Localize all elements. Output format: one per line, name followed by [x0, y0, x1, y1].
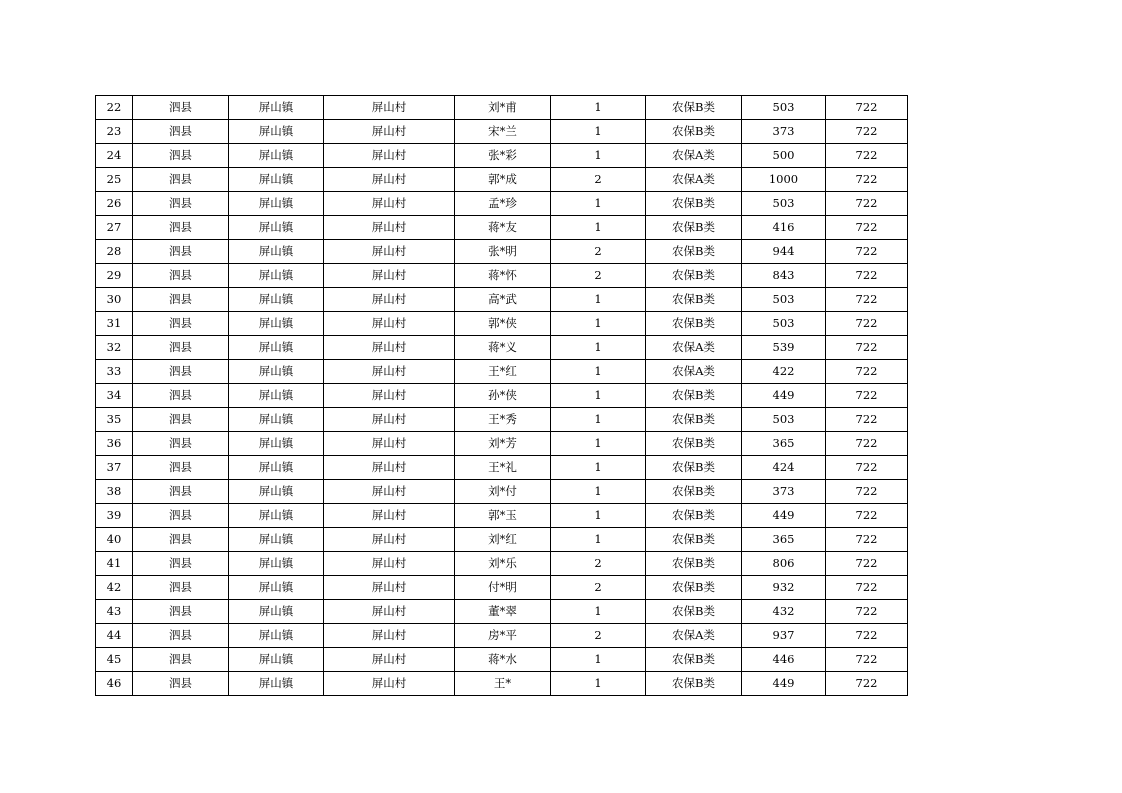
town-cell: 屏山镇 [229, 384, 324, 408]
insurance-type-cell: 农保B类 [646, 576, 742, 600]
name-cell: 蒋*友 [455, 216, 551, 240]
row-number-cell: 46 [96, 672, 133, 696]
household-count-cell: 1 [551, 504, 646, 528]
county-cell: 泗县 [133, 144, 229, 168]
standard-cell: 722 [826, 144, 908, 168]
household-count-cell: 1 [551, 648, 646, 672]
village-cell: 屏山村 [324, 144, 455, 168]
name-cell: 张*彩 [455, 144, 551, 168]
county-cell: 泗县 [133, 360, 229, 384]
town-cell: 屏山镇 [229, 216, 324, 240]
name-cell: 王*秀 [455, 408, 551, 432]
table-row [96, 408, 908, 432]
insurance-type-cell: 农保B类 [646, 240, 742, 264]
table-row [96, 672, 908, 696]
county-cell: 泗县 [133, 576, 229, 600]
county-cell: 泗县 [133, 408, 229, 432]
standard-cell: 722 [826, 312, 908, 336]
town-cell: 屏山镇 [229, 504, 324, 528]
name-cell: 蒋*怀 [455, 264, 551, 288]
name-cell: 蒋*水 [455, 648, 551, 672]
town-cell: 屏山镇 [229, 312, 324, 336]
household-count-cell: 2 [551, 240, 646, 264]
name-cell: 刘*甫 [455, 96, 551, 120]
insurance-type-cell: 农保B类 [646, 96, 742, 120]
standard-cell: 722 [826, 528, 908, 552]
household-count-cell: 2 [551, 552, 646, 576]
table-row [96, 264, 908, 288]
row-number-cell: 37 [96, 456, 133, 480]
row-number-cell: 41 [96, 552, 133, 576]
amount-cell: 503 [742, 288, 826, 312]
amount-cell: 503 [742, 312, 826, 336]
town-cell: 屏山镇 [229, 528, 324, 552]
household-count-cell: 1 [551, 360, 646, 384]
town-cell: 屏山镇 [229, 192, 324, 216]
row-number-cell: 44 [96, 624, 133, 648]
roster-table [95, 95, 908, 696]
amount-cell: 937 [742, 624, 826, 648]
county-cell: 泗县 [133, 288, 229, 312]
county-cell: 泗县 [133, 432, 229, 456]
village-cell: 屏山村 [324, 528, 455, 552]
row-number-cell: 34 [96, 384, 133, 408]
table-row [96, 240, 908, 264]
household-count-cell: 1 [551, 120, 646, 144]
standard-cell: 722 [826, 456, 908, 480]
amount-cell: 843 [742, 264, 826, 288]
table-row [96, 480, 908, 504]
insurance-type-cell: 农保B类 [646, 192, 742, 216]
row-number-cell: 30 [96, 288, 133, 312]
table-row [96, 456, 908, 480]
standard-cell: 722 [826, 672, 908, 696]
name-cell: 孟*珍 [455, 192, 551, 216]
standard-cell: 722 [826, 480, 908, 504]
village-cell: 屏山村 [324, 504, 455, 528]
table-row [96, 96, 908, 120]
county-cell: 泗县 [133, 240, 229, 264]
county-cell: 泗县 [133, 192, 229, 216]
row-number-cell: 45 [96, 648, 133, 672]
standard-cell: 722 [826, 192, 908, 216]
village-cell: 屏山村 [324, 216, 455, 240]
household-count-cell: 1 [551, 456, 646, 480]
name-cell: 王* [455, 672, 551, 696]
amount-cell: 446 [742, 648, 826, 672]
village-cell: 屏山村 [324, 192, 455, 216]
household-count-cell: 1 [551, 432, 646, 456]
county-cell: 泗县 [133, 624, 229, 648]
row-number-cell: 23 [96, 120, 133, 144]
county-cell: 泗县 [133, 648, 229, 672]
standard-cell: 722 [826, 336, 908, 360]
household-count-cell: 2 [551, 264, 646, 288]
insurance-type-cell: 农保A类 [646, 360, 742, 384]
village-cell: 屏山村 [324, 312, 455, 336]
standard-cell: 722 [826, 288, 908, 312]
name-cell: 宋*兰 [455, 120, 551, 144]
town-cell: 屏山镇 [229, 552, 324, 576]
row-number-cell: 26 [96, 192, 133, 216]
village-cell: 屏山村 [324, 600, 455, 624]
village-cell: 屏山村 [324, 432, 455, 456]
insurance-type-cell: 农保A类 [646, 624, 742, 648]
row-number-cell: 24 [96, 144, 133, 168]
village-cell: 屏山村 [324, 168, 455, 192]
row-number-cell: 31 [96, 312, 133, 336]
standard-cell: 722 [826, 216, 908, 240]
county-cell: 泗县 [133, 504, 229, 528]
table-row [96, 288, 908, 312]
row-number-cell: 25 [96, 168, 133, 192]
standard-cell: 722 [826, 552, 908, 576]
insurance-type-cell: 农保A类 [646, 144, 742, 168]
household-count-cell: 1 [551, 96, 646, 120]
standard-cell: 722 [826, 624, 908, 648]
household-count-cell: 1 [551, 216, 646, 240]
amount-cell: 365 [742, 432, 826, 456]
amount-cell: 503 [742, 408, 826, 432]
table-row [96, 600, 908, 624]
amount-cell: 1000 [742, 168, 826, 192]
household-count-cell: 1 [551, 144, 646, 168]
name-cell: 孙*侠 [455, 384, 551, 408]
amount-cell: 449 [742, 384, 826, 408]
name-cell: 刘*乐 [455, 552, 551, 576]
table-row [96, 168, 908, 192]
table-row [96, 624, 908, 648]
town-cell: 屏山镇 [229, 624, 324, 648]
name-cell: 房*平 [455, 624, 551, 648]
town-cell: 屏山镇 [229, 264, 324, 288]
standard-cell: 722 [826, 408, 908, 432]
village-cell: 屏山村 [324, 96, 455, 120]
household-count-cell: 1 [551, 528, 646, 552]
household-count-cell: 1 [551, 600, 646, 624]
standard-cell: 722 [826, 264, 908, 288]
insurance-type-cell: 农保B类 [646, 528, 742, 552]
household-count-cell: 1 [551, 384, 646, 408]
row-number-cell: 33 [96, 360, 133, 384]
county-cell: 泗县 [133, 120, 229, 144]
county-cell: 泗县 [133, 312, 229, 336]
village-cell: 屏山村 [324, 552, 455, 576]
town-cell: 屏山镇 [229, 96, 324, 120]
insurance-type-cell: 农保A类 [646, 168, 742, 192]
table-row [96, 552, 908, 576]
row-number-cell: 27 [96, 216, 133, 240]
row-number-cell: 42 [96, 576, 133, 600]
row-number-cell: 28 [96, 240, 133, 264]
household-count-cell: 1 [551, 408, 646, 432]
village-cell: 屏山村 [324, 624, 455, 648]
table-row [96, 648, 908, 672]
town-cell: 屏山镇 [229, 168, 324, 192]
county-cell: 泗县 [133, 456, 229, 480]
row-number-cell: 36 [96, 432, 133, 456]
table-row [96, 504, 908, 528]
village-cell: 屏山村 [324, 336, 455, 360]
insurance-type-cell: 农保B类 [646, 552, 742, 576]
row-number-cell: 22 [96, 96, 133, 120]
county-cell: 泗县 [133, 264, 229, 288]
amount-cell: 932 [742, 576, 826, 600]
village-cell: 屏山村 [324, 264, 455, 288]
household-count-cell: 1 [551, 312, 646, 336]
town-cell: 屏山镇 [229, 144, 324, 168]
insurance-type-cell: 农保B类 [646, 216, 742, 240]
row-number-cell: 40 [96, 528, 133, 552]
row-number-cell: 43 [96, 600, 133, 624]
name-cell: 刘*芳 [455, 432, 551, 456]
town-cell: 屏山镇 [229, 480, 324, 504]
household-count-cell: 1 [551, 336, 646, 360]
standard-cell: 722 [826, 576, 908, 600]
household-count-cell: 2 [551, 624, 646, 648]
name-cell: 王*礼 [455, 456, 551, 480]
village-cell: 屏山村 [324, 288, 455, 312]
row-number-cell: 32 [96, 336, 133, 360]
village-cell: 屏山村 [324, 576, 455, 600]
table-row [96, 312, 908, 336]
county-cell: 泗县 [133, 168, 229, 192]
amount-cell: 422 [742, 360, 826, 384]
insurance-type-cell: 农保A类 [646, 336, 742, 360]
amount-cell: 449 [742, 672, 826, 696]
county-cell: 泗县 [133, 336, 229, 360]
insurance-type-cell: 农保B类 [646, 504, 742, 528]
amount-cell: 503 [742, 192, 826, 216]
table-row [96, 336, 908, 360]
insurance-type-cell: 农保B类 [646, 120, 742, 144]
village-cell: 屏山村 [324, 648, 455, 672]
insurance-type-cell: 农保B类 [646, 456, 742, 480]
name-cell: 高*武 [455, 288, 551, 312]
town-cell: 屏山镇 [229, 432, 324, 456]
town-cell: 屏山镇 [229, 120, 324, 144]
county-cell: 泗县 [133, 672, 229, 696]
insurance-type-cell: 农保B类 [646, 432, 742, 456]
standard-cell: 722 [826, 240, 908, 264]
village-cell: 屏山村 [324, 360, 455, 384]
amount-cell: 373 [742, 480, 826, 504]
village-cell: 屏山村 [324, 672, 455, 696]
name-cell: 刘*红 [455, 528, 551, 552]
table-row [96, 144, 908, 168]
insurance-type-cell: 农保B类 [646, 648, 742, 672]
standard-cell: 722 [826, 168, 908, 192]
amount-cell: 539 [742, 336, 826, 360]
county-cell: 泗县 [133, 528, 229, 552]
amount-cell: 806 [742, 552, 826, 576]
row-number-cell: 39 [96, 504, 133, 528]
county-cell: 泗县 [133, 552, 229, 576]
name-cell: 付*明 [455, 576, 551, 600]
town-cell: 屏山镇 [229, 576, 324, 600]
county-cell: 泗县 [133, 480, 229, 504]
amount-cell: 500 [742, 144, 826, 168]
town-cell: 屏山镇 [229, 240, 324, 264]
standard-cell: 722 [826, 96, 908, 120]
village-cell: 屏山村 [324, 408, 455, 432]
amount-cell: 424 [742, 456, 826, 480]
standard-cell: 722 [826, 432, 908, 456]
household-count-cell: 2 [551, 576, 646, 600]
standard-cell: 722 [826, 648, 908, 672]
standard-cell: 722 [826, 120, 908, 144]
amount-cell: 449 [742, 504, 826, 528]
table-row [96, 120, 908, 144]
county-cell: 泗县 [133, 600, 229, 624]
row-number-cell: 35 [96, 408, 133, 432]
county-cell: 泗县 [133, 96, 229, 120]
household-count-cell: 1 [551, 288, 646, 312]
town-cell: 屏山镇 [229, 456, 324, 480]
insurance-type-cell: 农保B类 [646, 480, 742, 504]
name-cell: 郭*玉 [455, 504, 551, 528]
insurance-type-cell: 农保B类 [646, 264, 742, 288]
standard-cell: 722 [826, 600, 908, 624]
town-cell: 屏山镇 [229, 600, 324, 624]
name-cell: 刘*付 [455, 480, 551, 504]
standard-cell: 722 [826, 360, 908, 384]
village-cell: 屏山村 [324, 120, 455, 144]
insurance-type-cell: 农保B类 [646, 408, 742, 432]
amount-cell: 432 [742, 600, 826, 624]
name-cell: 蒋*义 [455, 336, 551, 360]
name-cell: 郭*侠 [455, 312, 551, 336]
insurance-type-cell: 农保B类 [646, 600, 742, 624]
table-row [96, 432, 908, 456]
name-cell: 郭*成 [455, 168, 551, 192]
roster-table-body [96, 96, 908, 696]
village-cell: 屏山村 [324, 240, 455, 264]
name-cell: 张*明 [455, 240, 551, 264]
household-count-cell: 2 [551, 168, 646, 192]
village-cell: 屏山村 [324, 480, 455, 504]
table-row [96, 216, 908, 240]
county-cell: 泗县 [133, 216, 229, 240]
insurance-type-cell: 农保B类 [646, 384, 742, 408]
standard-cell: 722 [826, 504, 908, 528]
town-cell: 屏山镇 [229, 408, 324, 432]
table-row [96, 360, 908, 384]
county-cell: 泗县 [133, 384, 229, 408]
insurance-type-cell: 农保B类 [646, 312, 742, 336]
household-count-cell: 1 [551, 672, 646, 696]
amount-cell: 365 [742, 528, 826, 552]
standard-cell: 722 [826, 384, 908, 408]
insurance-type-cell: 农保B类 [646, 288, 742, 312]
row-number-cell: 29 [96, 264, 133, 288]
table-row [96, 528, 908, 552]
name-cell: 董*翠 [455, 600, 551, 624]
table-row [96, 576, 908, 600]
town-cell: 屏山镇 [229, 672, 324, 696]
name-cell: 王*红 [455, 360, 551, 384]
town-cell: 屏山镇 [229, 648, 324, 672]
amount-cell: 373 [742, 120, 826, 144]
amount-cell: 944 [742, 240, 826, 264]
town-cell: 屏山镇 [229, 336, 324, 360]
town-cell: 屏山镇 [229, 360, 324, 384]
village-cell: 屏山村 [324, 384, 455, 408]
household-count-cell: 1 [551, 480, 646, 504]
table-row [96, 192, 908, 216]
town-cell: 屏山镇 [229, 288, 324, 312]
amount-cell: 503 [742, 96, 826, 120]
amount-cell: 416 [742, 216, 826, 240]
village-cell: 屏山村 [324, 456, 455, 480]
row-number-cell: 38 [96, 480, 133, 504]
insurance-type-cell: 农保B类 [646, 672, 742, 696]
household-count-cell: 1 [551, 192, 646, 216]
table-row [96, 384, 908, 408]
